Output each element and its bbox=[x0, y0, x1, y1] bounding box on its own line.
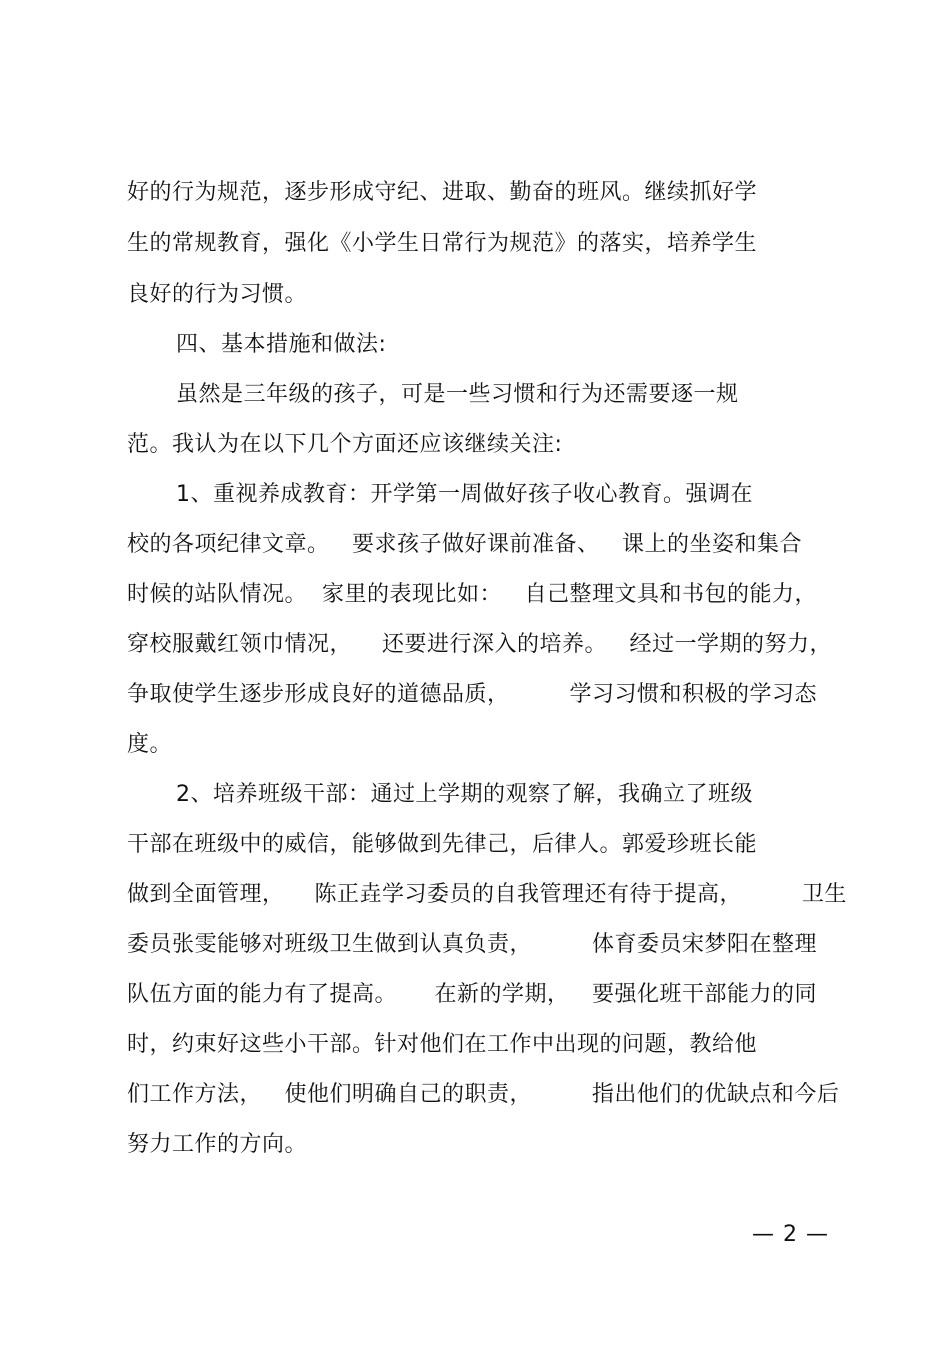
text-line: 范。我认为在以下几个方面还应该继续关注: bbox=[127, 432, 563, 457]
text-line: 生的常规教育，强化《小学生日常行为规范》的落实，培养学生 bbox=[127, 231, 758, 256]
text-line: 良好的行为习惯。 bbox=[127, 282, 308, 307]
text-line: 努力工作的方向。 bbox=[127, 1132, 308, 1157]
page-number: — 2 — bbox=[752, 1222, 829, 1247]
text-line: 虽然是三年级的孩子，可是一些习惯和行为还需要逐一规 bbox=[176, 382, 739, 407]
text-line: 委员张雯能够对班级卫生做到认真负责， 体育委员宋梦阳在整理 bbox=[127, 932, 817, 957]
text-line: 好的行为规范，逐步形成守纪、进取、勤奋的班风。继续抓好学 bbox=[127, 180, 758, 205]
text-line: 们工作方法， 使他们明确自己的职责， 指出他们的优缺点和今后 bbox=[127, 1082, 840, 1107]
section-heading: 四、基本措施和做法: bbox=[176, 332, 387, 357]
text-line: 干部在班级中的威信，能够做到先律己，后律人。郭爱珍班长能 bbox=[127, 832, 758, 857]
text-line: 队伍方面的能力有了提高。 在新的学期， 要强化班干部能力的同 bbox=[127, 982, 817, 1007]
text-line: 度。 bbox=[127, 732, 173, 757]
text-line: 校的各项纪律文章。 要求孩子做好课前准备、 课上的坐姿和集合 bbox=[127, 532, 802, 557]
text-line: 2、培养班级干部：通过上学期的观察了解，我确立了班级 bbox=[176, 782, 753, 807]
text-line: 时候的站队情况。 家里的表现比如： 自己整理文具和书包的能力， bbox=[127, 582, 817, 607]
text-line: 争取使学生逐步形成良好的道德品质， 学习习惯和积极的学习态 bbox=[127, 682, 817, 707]
text-line: 做到全面管理， 陈正垚学习委员的自我管理还有待于提高， 卫生 bbox=[127, 882, 847, 907]
text-line: 1、重视养成教育：开学第一周做好孩子收心教育。强调在 bbox=[176, 482, 753, 507]
text-line: 时，约束好这些小干部。针对他们在工作中出现的问题，教给他 bbox=[127, 1032, 758, 1057]
text-line: 穿校服戴红领巾情况， 还要进行深入的培养。 经过一学期的努力， bbox=[127, 632, 832, 657]
